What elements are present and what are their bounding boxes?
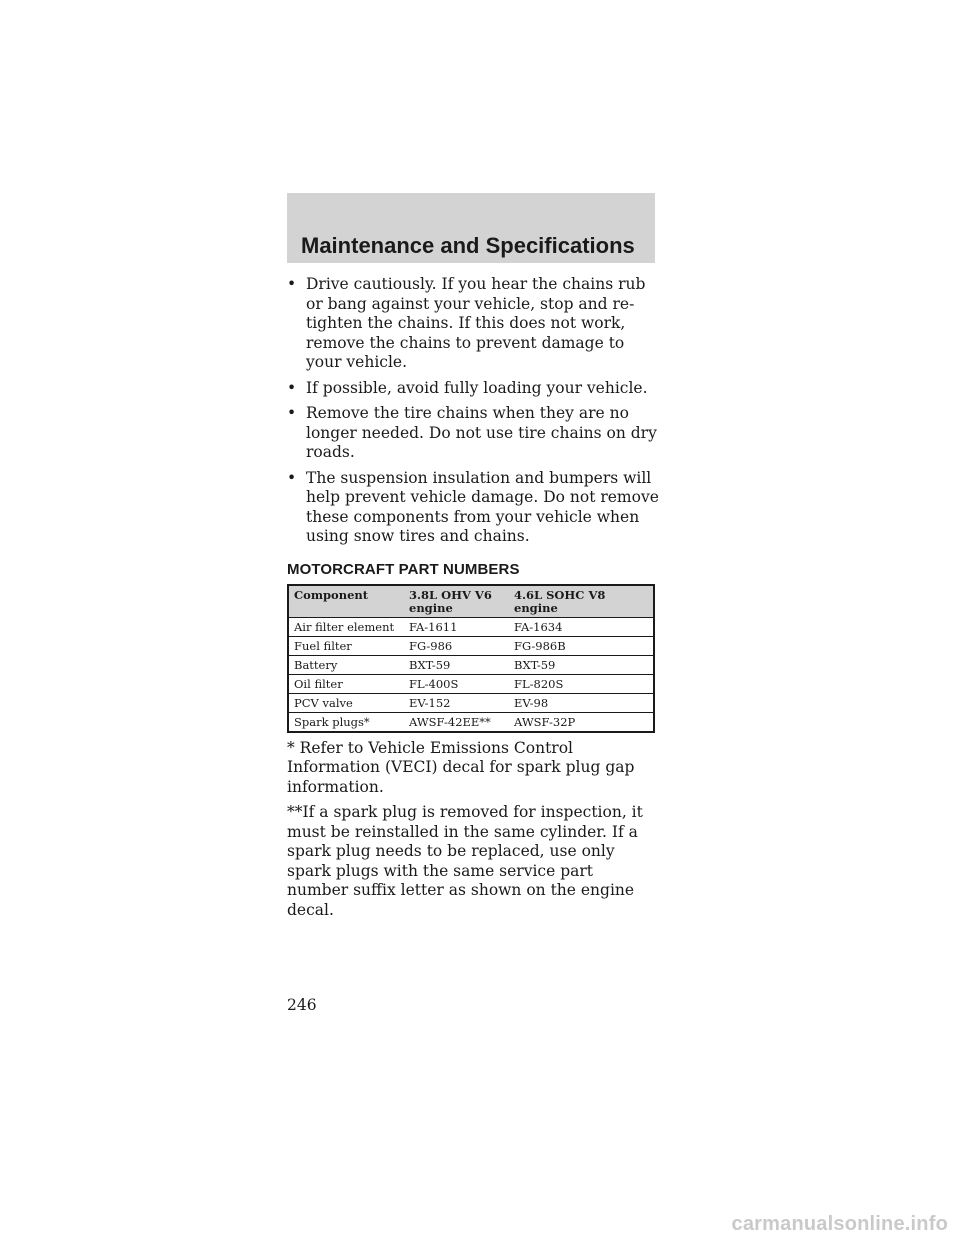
table-cell: FG-986B bbox=[509, 636, 654, 655]
table-cell: Air filter element bbox=[288, 617, 404, 636]
table-cell: BXT-59 bbox=[404, 655, 509, 674]
table-cell: FL-400S bbox=[404, 674, 509, 693]
table-row bbox=[288, 712, 654, 732]
table-cell: EV-98 bbox=[509, 693, 654, 712]
table-cell: AWSF-32P bbox=[514, 714, 576, 729]
column-header: 4.6L SOHC V8 engine bbox=[509, 585, 654, 618]
table-cell: EV-152 bbox=[404, 693, 509, 712]
page-title: Maintenance and Specifications bbox=[301, 233, 635, 258]
footnote-gap: * Refer to Vehicle Emissions Control Information (VECI) decal for spark plug gap information. bbox=[287, 738, 635, 796]
column-header: Component bbox=[288, 585, 404, 618]
page-number: 246 bbox=[287, 996, 317, 1014]
bullet-icon: • bbox=[287, 378, 297, 397]
watermark: carmanualsonline.info bbox=[731, 1213, 948, 1235]
table-cell: Fuel filter bbox=[288, 636, 404, 655]
list-item bbox=[287, 275, 659, 373]
table-cell: FG-986 bbox=[404, 636, 509, 655]
table-row bbox=[288, 655, 654, 674]
table-cell: Oil filter bbox=[288, 674, 404, 693]
table-cell: FA-1611 bbox=[404, 617, 509, 636]
table-row bbox=[288, 674, 654, 693]
table-header-row bbox=[288, 585, 654, 618]
bullet-icon: • bbox=[287, 404, 297, 422]
bullet-text: If possible, avoid fully loading your vehicle. bbox=[306, 378, 648, 397]
bullet-list bbox=[287, 275, 659, 547]
table-cell: PCV valve bbox=[288, 693, 404, 712]
footnote-reinstall: **If a spark plug is removed for inspection, it must be reinstalled in the same cylinder. If a spark plug needs to be replaced, use only spark plugs with the same service part number suffix letter as shown on the engine decal. bbox=[287, 803, 643, 919]
table-cell: Spark plugs* bbox=[294, 714, 370, 729]
page-content bbox=[287, 275, 659, 920]
bullet-text: The suspension insulation and bumpers will help prevent vehicle damage. Do not remove these components from your vehicle when using snow tires and chains. bbox=[306, 468, 659, 545]
list-item bbox=[287, 469, 659, 547]
table-row bbox=[288, 693, 654, 712]
bullet-icon: • bbox=[287, 275, 297, 293]
list-item bbox=[287, 404, 659, 463]
table-row bbox=[288, 617, 654, 636]
header-band bbox=[287, 193, 655, 263]
table-cell: AWSF-42EE** bbox=[409, 714, 491, 729]
table-cell: BXT-59 bbox=[509, 655, 654, 674]
table-cell: Battery bbox=[288, 655, 404, 674]
part-numbers-table bbox=[287, 584, 655, 733]
table-cell: FL-820S bbox=[509, 674, 654, 693]
list-item bbox=[287, 379, 659, 399]
table-cell: FA-1634 bbox=[509, 617, 654, 636]
section-heading: MOTORCRAFT PART NUMBERS bbox=[287, 560, 520, 578]
column-header: 3.8L OHV V6 engine bbox=[404, 585, 509, 618]
bullet-text: Remove the tire chains when they are no longer needed. Do not use tire chains on dry roads. bbox=[306, 404, 657, 461]
bullet-text: Drive cautiously. If you hear the chains rub or bang against your vehicle, stop and re-tighten the chains. If this does not work, remove the chains to prevent damage to your vehicle. bbox=[306, 275, 646, 371]
table-row bbox=[288, 636, 654, 655]
bullet-icon: • bbox=[287, 468, 297, 487]
